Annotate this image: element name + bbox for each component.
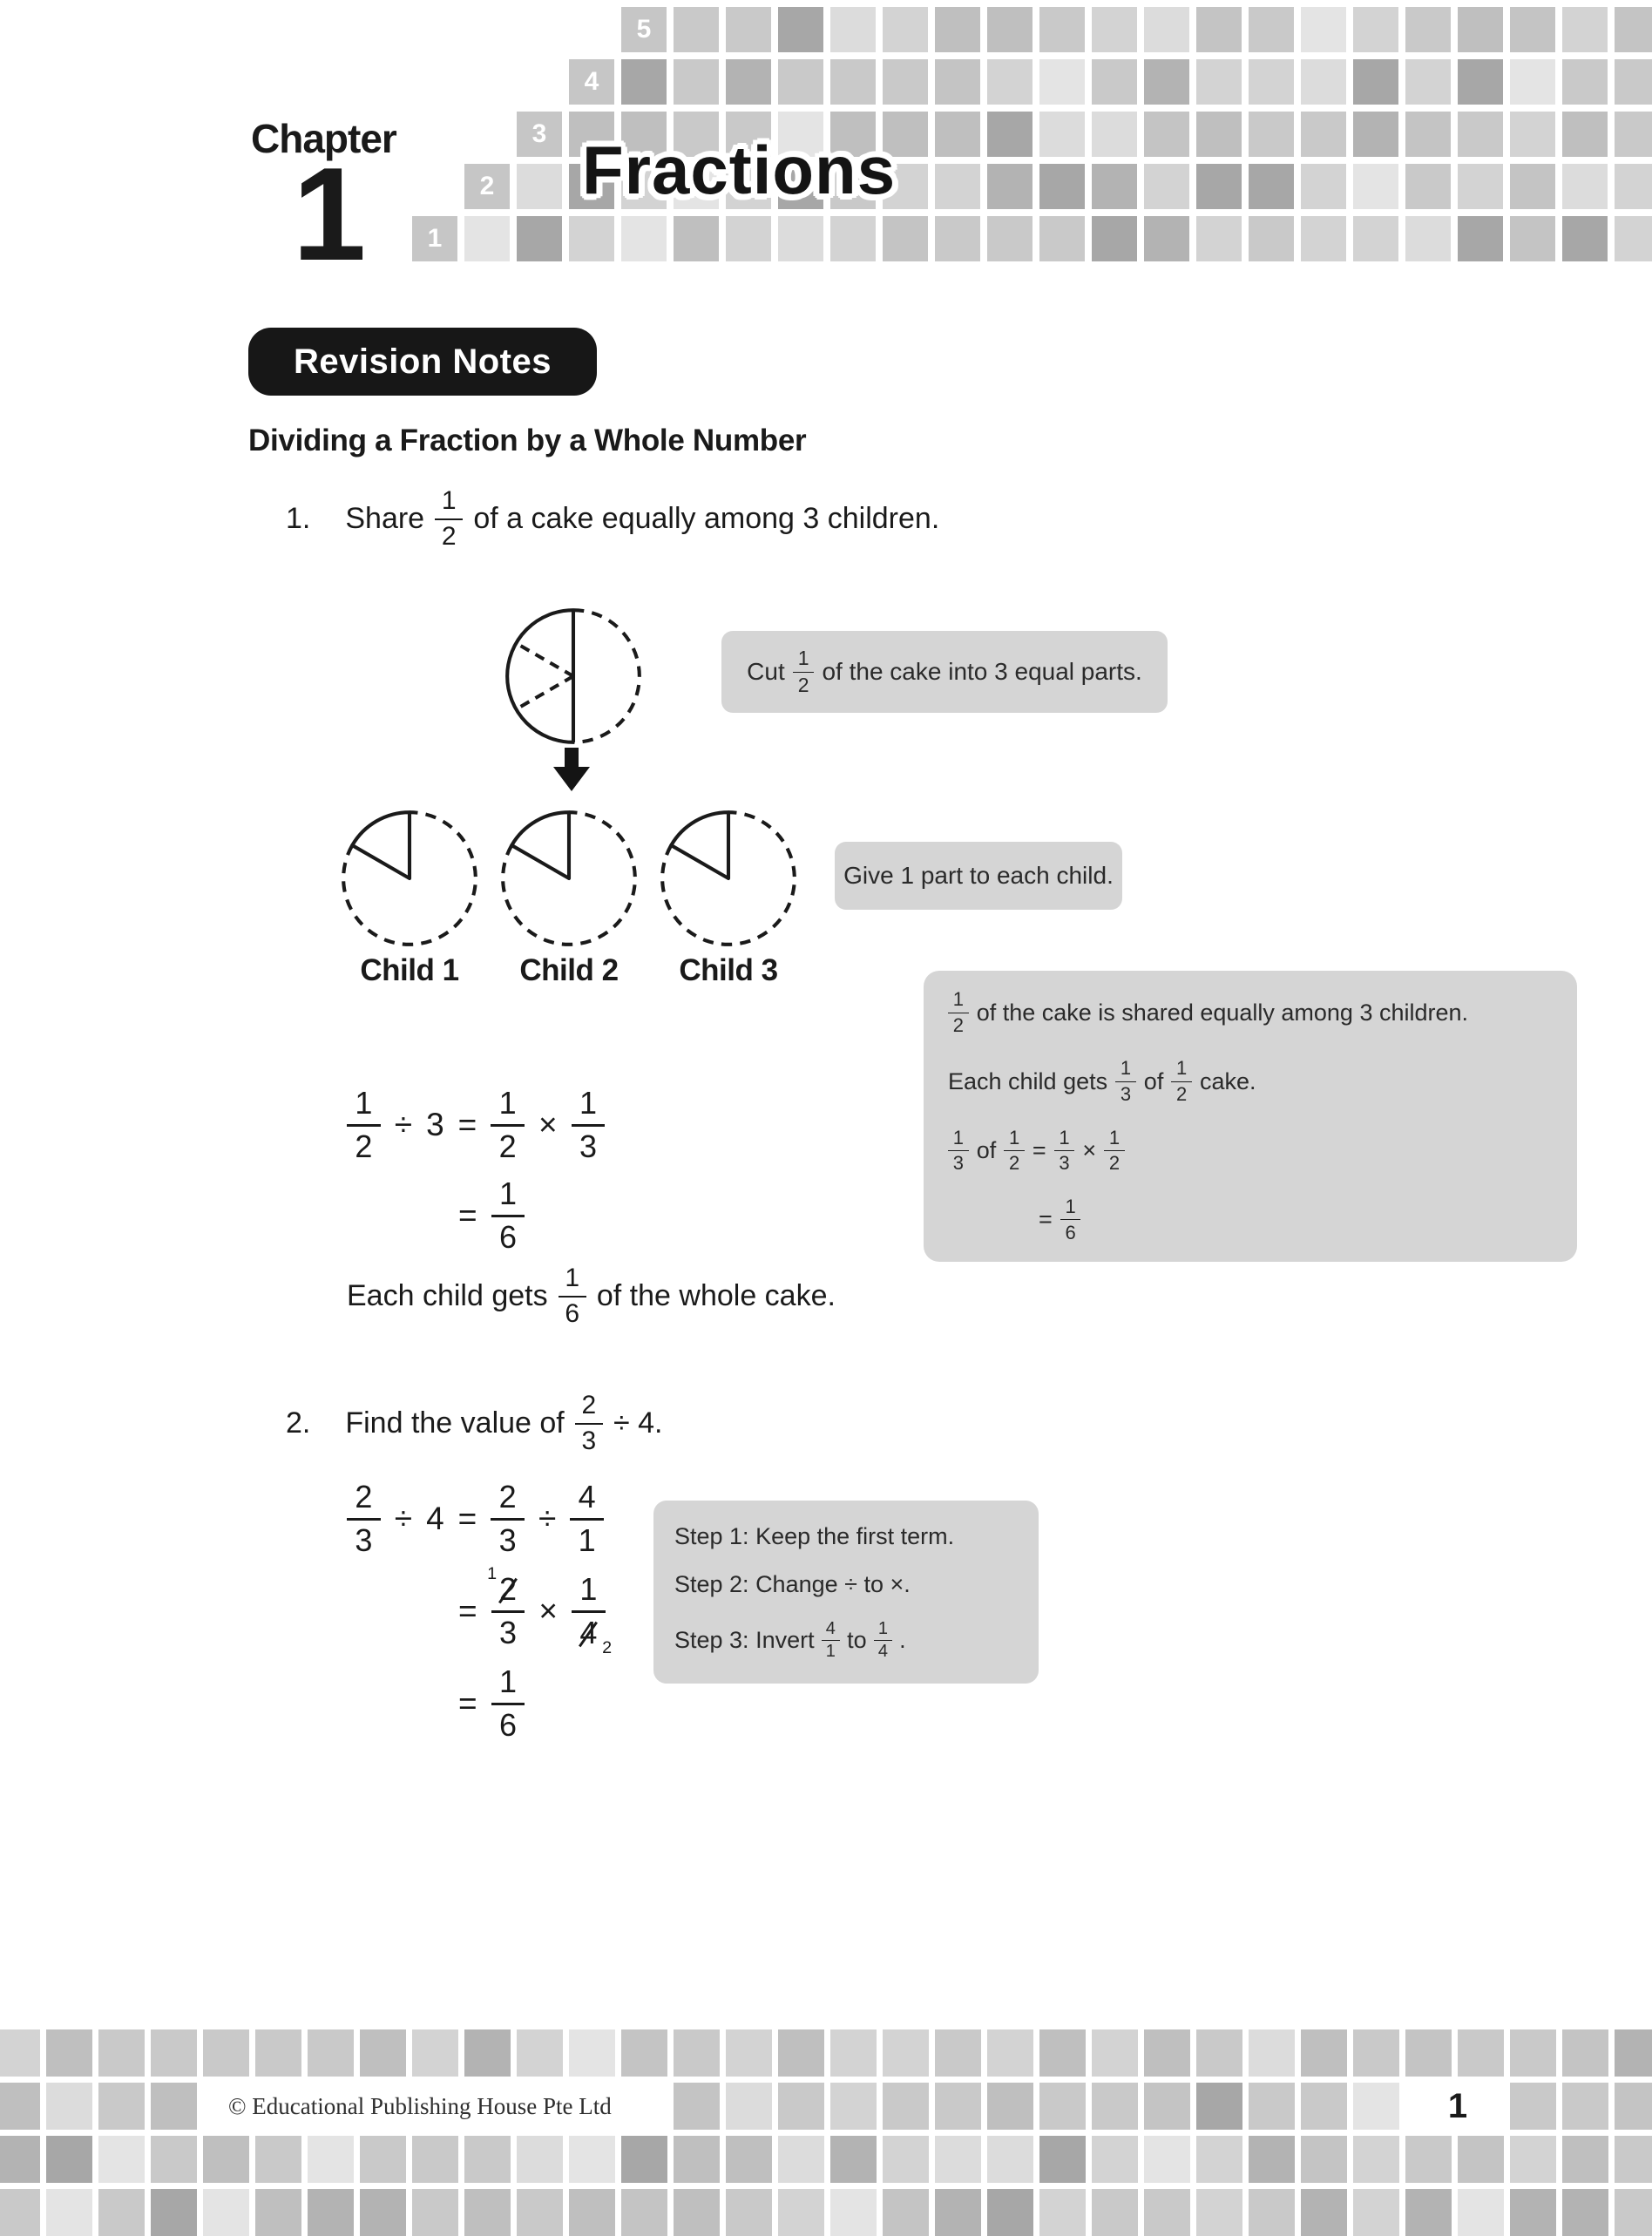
mosaic-tile [621,2029,667,2077]
fraction-one-third: $\frac{1}{3}$ [1115,1059,1136,1104]
mosaic-tile [569,2029,615,2077]
problem-2-number: 2. [286,1406,311,1440]
problem-1-text-post: of a cake equally among 3 children. [473,502,940,536]
mosaic-tile [1092,2189,1138,2236]
mosaic-tile [1092,2136,1138,2183]
mosaic-tile [1562,2083,1608,2130]
problem-2-text-pre: Find the value of [345,1406,565,1440]
mosaic-step-number: 4 [584,67,599,96]
mosaic-tile [1092,2083,1138,2130]
problem-2-text-post: ÷ 4. [613,1406,663,1440]
mosaic-tile [46,2189,92,2236]
fraction-one-sixth: $\frac{1}{6}$ [491,1178,525,1254]
mosaic-tile [1301,2136,1347,2183]
divisor: 4 [426,1501,444,1537]
mosaic-tile [46,2029,92,2077]
mosaic-tile [883,2029,929,2077]
mosaic-tile [464,2136,511,2183]
mosaic-tile [308,2136,354,2183]
fraction-one-half: $\frac{1}{2}$ [793,648,815,695]
mosaic-tile [935,2029,981,2077]
fraction-one-third: $\frac{1}{3}$ [948,1128,969,1174]
equals-sign: = [457,1501,477,1537]
mosaic-tile [98,2083,145,2130]
mosaic-tile [1458,2189,1504,2236]
equals-sign: = [457,1107,477,1143]
mosaic-tile [1458,2029,1504,2077]
mosaic-step-number: 5 [636,15,652,44]
mosaic-tile [987,2189,1033,2236]
mosaic-tile [1615,2189,1652,2236]
revision-notes-badge [248,328,597,396]
down-arrow-icon [552,748,592,793]
mosaic-tile [0,2189,40,2236]
problem-2-statement [286,1392,663,1455]
fraction-one-fourth: $\frac{1}{4}$ [874,1620,893,1661]
mosaic-tile [151,2136,197,2183]
cancel-subscript: 2 [602,1638,613,1658]
mosaic-tile [987,2029,1033,2077]
cut-note-box [721,631,1168,713]
mosaic-tile [1458,2136,1504,2183]
explanation-line-1: $\frac{1}{2}$ of the cake is shared equally among 3 children. [948,990,1553,1035]
child-3-cake-svg [657,807,800,950]
equation-2-line-3 [347,1663,525,1743]
fraction-one-half: $\frac{1}{2}$ [435,488,463,551]
cancel-superscript: 1 [487,1564,498,1584]
mosaic-tile [830,2083,877,2130]
mosaic-tile [1510,2136,1556,2183]
divide-operator: ÷ [394,1107,413,1143]
mosaic-tile [151,2083,197,2130]
mosaic-tile [1039,2083,1086,2130]
fraction-one-sixth: $\frac{1}{6}$ [559,1265,586,1328]
mosaic-tile [0,2136,40,2183]
explanation-line-4: = $\frac{1}{6}$ [948,1197,1553,1243]
child-cakes-row [338,807,800,950]
mosaic-tile [1353,2083,1399,2130]
page-number: 1 [1447,2086,1468,2125]
mosaic-tile [1039,2189,1086,2236]
divide-operator: ÷ [394,1501,413,1537]
mosaic-tile [1092,2029,1138,2077]
child-2-label: Child 2 [519,953,619,987]
mosaic-tile [308,2029,354,2077]
chapter-number: 1 [292,140,367,288]
mosaic-tile [935,2189,981,2236]
mosaic-tile [674,2083,720,2130]
child-labels-row [338,953,800,988]
revision-notes-label: Revision Notes [294,342,552,381]
mosaic-tile [883,2189,929,2236]
mosaic-tile [1615,2136,1652,2183]
multiply-operator: × [538,1593,558,1630]
mosaic-tile [726,2083,772,2130]
multiply-operator: × [538,1107,558,1143]
mosaic-tile [1615,2029,1652,2077]
give-note-box [835,842,1122,910]
mosaic-tile [203,2189,249,2236]
mosaic-tile [674,2136,720,2183]
mosaic-tile [674,2189,720,2236]
mosaic-tile [360,2189,406,2236]
mosaic-tile [1562,2136,1608,2183]
mosaic-tile [935,2136,981,2183]
problem-1-number: 1. [286,502,311,536]
mosaic-tile [1249,2189,1295,2236]
mosaic-tile [1562,2189,1608,2236]
mosaic-tile [1353,2029,1399,2077]
equals-sign: = [458,1685,477,1722]
fraction-one-half: $\frac{1}{2}$ [1104,1128,1125,1174]
mosaic-tile [935,2083,981,2130]
mosaic-tile [1249,2136,1295,2183]
mosaic-tile [151,2029,197,2077]
problem-1-text-pre: Share [345,502,425,536]
mosaic-tile [1510,2189,1556,2236]
mosaic-step-number: 3 [531,119,547,148]
mosaic-tile [1196,2136,1242,2183]
mosaic-tile [98,2189,145,2236]
mosaic-tile [1405,2189,1452,2236]
mosaic-tile [987,2136,1033,2183]
equation-2-line-2 [347,1564,613,1658]
mosaic-tile [778,2136,824,2183]
mosaic-tile [1301,2189,1347,2236]
mosaic-tile [1301,2083,1347,2130]
mosaic-tile [1615,2083,1652,2130]
fraction-one-half: $\frac{1}{2}$ [1171,1059,1192,1104]
fraction-four-over-one: $\frac{4}{1}$ [570,1481,604,1557]
divide-operator: ÷ [538,1501,557,1537]
mosaic-tile [621,2136,667,2183]
explanation-line-3: $\frac{1}{3}$ of $\frac{1}{2}$ = $\frac{1}{3}$ × $\frac{1}{2}$ [948,1128,1553,1174]
mosaic-tile [1144,2029,1190,2077]
mosaic-tile [255,2189,301,2236]
mosaic-tile [1249,2083,1295,2130]
mosaic-tile [517,2029,563,2077]
fraction-two-thirds: $\frac{2}{3}$ [575,1392,603,1455]
mosaic-tile [412,2189,458,2236]
copyright-text: © Educational Publishing House Pte Ltd [228,2092,612,2119]
cut-note-pre: Cut [747,658,785,685]
half-cake-diagram [502,605,645,748]
mosaic-tile [98,2029,145,2077]
mosaic-tile [255,2029,301,2077]
mosaic-tile [1196,2029,1242,2077]
mosaic-tile [569,2136,615,2183]
mosaic-tile [830,2136,877,2183]
mosaic-tile [726,2029,772,2077]
fraction-one-third: $\frac{1}{3}$ [1054,1128,1075,1174]
mosaic-tile [1144,2189,1190,2236]
mosaic-tile [0,2083,40,2130]
mosaic-tile [1510,2029,1556,2077]
mosaic-tile [1249,2029,1295,2077]
mosaic-tile [1562,2029,1608,2077]
mosaic-tile [883,2083,929,2130]
mosaic-tile [830,2029,877,2077]
mosaic-step-number: 1 [427,224,443,253]
divisor: 3 [426,1107,444,1143]
child-1-label: Child 1 [360,953,459,987]
mosaic-tile [412,2136,458,2183]
mosaic-tile [778,2189,824,2236]
mosaic-tile [46,2083,92,2130]
mosaic-tile [621,2189,667,2236]
give-note-text: Give 1 part to each child. [843,862,1114,889]
mosaic-tile [1510,2083,1556,2130]
mosaic-tile [517,2136,563,2183]
equation-1-line-1 [347,1085,605,1164]
mosaic-tile [203,2029,249,2077]
fraction-cancelled-two-thirds: 1 2 3 [491,1574,525,1650]
chapter-title: Fractions [582,132,897,208]
chapter-label: Chapter [251,116,396,161]
mosaic-tile [1301,2029,1347,2077]
mosaic-tile [1405,2029,1452,2077]
mosaic-tile [464,2029,511,2077]
mosaic-tile [726,2189,772,2236]
mosaic-tile [778,2029,824,2077]
explanation-box [924,971,1577,1262]
child-1-cake-svg [338,807,481,950]
mosaic-tile [360,2029,406,2077]
fraction-one-sixth: $\frac{1}{6}$ [1060,1197,1081,1243]
mosaic-tile [674,2029,720,2077]
mosaic-tile [517,2189,563,2236]
cancelled-denominator: 4 2 [579,1614,613,1658]
mosaic-tile [1144,2083,1190,2130]
half-cake-svg [502,605,645,748]
explanation-line-2: Each child gets $\frac{1}{3}$ of $\frac{1}{2}$ cake. [948,1057,1256,1105]
mosaic-tile [778,2083,824,2130]
cancelled-numerator: 1 2 [487,1564,517,1607]
mosaic-tile [987,2083,1033,2130]
mosaic-tile [1353,2189,1399,2236]
section-heading: Dividing a Fraction by a Whole Number [248,423,807,457]
equation-2-line-1 [347,1481,604,1557]
mosaic-tile [412,2029,458,2077]
mosaic-tile [1405,2136,1452,2183]
equals-sign: = [458,1593,477,1630]
mosaic-tile [569,2189,615,2236]
mosaic-tile [203,2136,249,2183]
mosaic-tile [308,2189,354,2236]
fraction-one-sixth: $\frac{1}{6}$ [491,1666,525,1742]
fraction-two-thirds: $\frac{2}{3}$ [347,1481,381,1557]
mosaic-tile [726,2136,772,2183]
mosaic-tile [830,2189,877,2236]
mosaic-tile [1196,2083,1242,2130]
fraction-two-thirds: $\frac{2}{3}$ [491,1481,525,1557]
mosaic-tile [255,2136,301,2183]
mosaic-tile [1144,2136,1190,2183]
mosaic-tile [98,2136,145,2183]
mosaic-tile [1039,2136,1086,2183]
fraction-one-half: $\frac{1}{2}$ [347,1088,381,1163]
mosaic-tile [464,2189,511,2236]
fraction-one-half: $\frac{1}{2}$ [948,990,969,1035]
step-1: Step 1: Keep the first term. [674,1523,955,1550]
step-3: Step 3: Invert $\frac{4}{1}$ to $\frac{1}{4}$ . [674,1618,906,1662]
mosaic-tile [360,2136,406,2183]
child-2-cake-svg [498,807,640,950]
mosaic-tile [151,2189,197,2236]
problem-1-statement [286,488,939,551]
step-2: Step 2: Change ÷ to ×. [674,1571,911,1598]
cut-note-post: of the cake into 3 equal parts. [822,658,1142,685]
mosaic-tile [883,2136,929,2183]
mosaic-tile [1039,2029,1086,2077]
equals-sign: = [458,1197,477,1234]
mosaic-tile [46,2136,92,2183]
conclusion-sentence: Each child gets $\frac{1}{6}$ of the whole cake. [347,1264,836,1328]
fraction-one-third: $\frac{1}{3}$ [572,1088,606,1163]
steps-box [653,1501,1039,1684]
mosaic-tile [0,2029,40,2077]
fraction-one-half: $\frac{1}{2}$ [491,1088,525,1163]
fraction-one-half: $\frac{1}{2}$ [1004,1128,1025,1174]
fraction-one-over-cancelled-four: 1 4 2 [572,1574,606,1650]
fraction-four-over-one: $\frac{4}{1}$ [822,1620,841,1661]
equation-1-line-2 [347,1178,525,1254]
child-3-label: Child 3 [679,953,778,987]
mosaic-tile [1196,2189,1242,2236]
mosaic-step-number: 2 [479,172,495,200]
mosaic-tile [1353,2136,1399,2183]
